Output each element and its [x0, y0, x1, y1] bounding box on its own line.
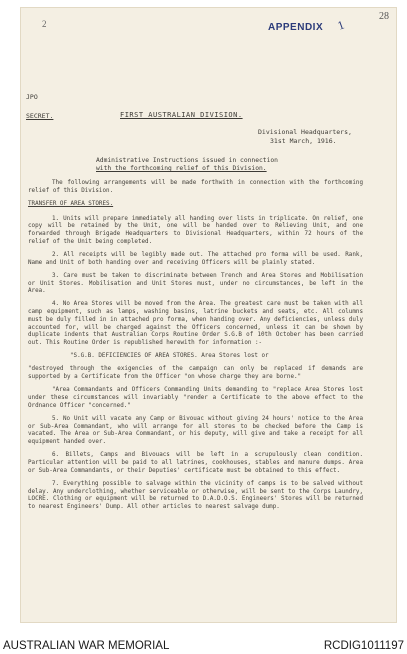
paragraph-4: 4. No Area Stores will be moved from the Area. The greatest care must be taken with all camp equipment, such as lamps, washing basins, latrine buckets and seats, etc. All columns must be duly filled in in attached pro forma, when handing over. Any deficiencies, unless duly accounted for, will be charged against the Officers concerned, unless it can be shown by duplicate indents that Australian Corps Routine Order S.G.B of 10th October has been carried out. This Routine Order is republished herewith for information :-: [28, 301, 363, 346]
heading-line-1: Administrative Instructions issued in connection: [96, 157, 278, 164]
corner-mark: 2: [42, 19, 47, 29]
paragraph-6: 6. Billets, Camps and Bivouacs will be left in a scrupulously clean condition. Particular attention will be paid to all latrines, cookhouses, stables and manure dumps. Area or Sub-Area Commandants, or their Deputies' certificate must be obtained to this effect.: [28, 452, 363, 474]
document-reference: JPO: [26, 93, 38, 101]
paragraph-3: 3. Care must be taken to discriminate between Trench and Area Stores and Mobilisation or Unit Stores. Mobilisation and Unit Stores must, under no circumstances, be left in the Area.: [28, 272, 363, 295]
classification-label: SECRET.: [26, 112, 54, 120]
appendix-stamp: APPENDIX: [268, 22, 324, 33]
section-subheading: TRANSFER OF AREA STORES.: [28, 200, 114, 207]
paragraph-1: 1. Units will prepare immediately all handing over lists in triplicate. On relief, one copy will be retained by the Unit, one will be handed over to Relieving Unit, and one forwarded through Brigade Headquarters to Divisional Headquarters, within 72 hours of the relief of the Unit being completed.: [28, 215, 363, 245]
headquarters-line: Divisional Headquarters,: [258, 128, 352, 136]
quote-title: "S.G.B. DEFICIENCIES OF AREA STORES. Area Stores lost or: [70, 353, 269, 360]
paragraph-7: 7. Everything possible to salvage within the vicinity of camps is to be salved without delay. Any underclothing, whether serviceable or otherwise, will be sent to the Corps Laundry, LOCRE. Clothing or equipment will be returned to D.A.D.O.S. Engineers' Stores will be returned to nearest Engineers' Dump. All other articles to nearest salvage dump.: [28, 480, 363, 510]
appendix-handwritten-mark: 1: [335, 17, 347, 33]
document-heading: [96, 157, 336, 173]
document-date: 31st March, 1916.: [270, 137, 337, 145]
archive-name: AUSTRALIAN WAR MEMORIAL: [3, 640, 170, 652]
folio-number: 28: [379, 11, 389, 22]
quote-paragraph-1: "destroyed through the exigencies of the campaign can only be replaced if demands are supported by a Certificate from the Officer "on whose charge they are borne.": [28, 366, 363, 381]
division-title: FIRST AUSTRALIAN DIVISION.: [120, 111, 243, 119]
paragraph-5: 5. No Unit will vacate any Camp or Bivouac without giving 24 hours' notice to the Area or Sub-Area Commandant, who will arrange for all stores to be checked before the Camp is vacated. The Area or Sub-Area Commandant, or his deputy, will give and take a receipt for all equipment handed over.: [28, 415, 363, 445]
archive-item-id: RCDIG1011197: [323, 640, 404, 652]
document-body: [28, 180, 363, 517]
intro-paragraph: The following arrangements will be made forthwith in connection with the forthcoming relief of this Division.: [28, 180, 363, 194]
quote-paragraph-2: "Area Commandants and Officers Commanding Units demanding to "replace Area Stores lost under these circumstances will invariably "render a Certificate to the above effect to the Ordnance Officer "concerned.": [28, 387, 363, 409]
heading-line-2: with the forthcoming relief of this Division.: [96, 165, 267, 172]
archive-footer: [0, 625, 407, 654]
paragraph-2: 2. All receipts will be legibly made out. The attached pro forma will be used. Rank, Name and Unit of both handing over and receiving Officers will be plainly stated.: [28, 251, 363, 266]
